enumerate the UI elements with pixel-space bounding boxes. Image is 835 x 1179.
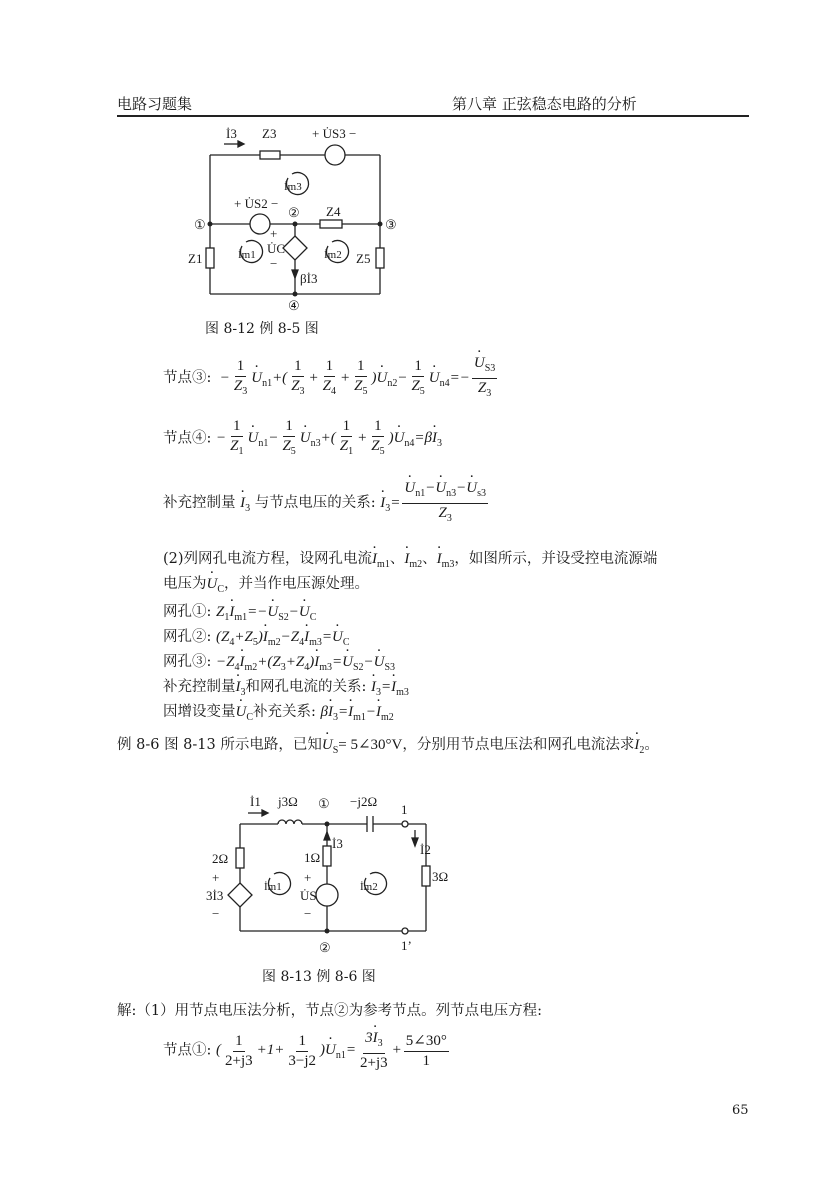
fig2-label-r2: 2Ω (212, 851, 229, 866)
fig2-label-i1: İ1 (250, 794, 261, 809)
mesh2-label: 网孔②: (163, 629, 212, 645)
fig1-uc-plus: + (270, 226, 278, 241)
example-period: 。 (644, 737, 659, 753)
node4-label: 节点④: (163, 430, 212, 447)
supp2-prefix: 补充控制量 (163, 679, 236, 695)
fig2-terminal-1: 1 (401, 802, 408, 817)
example-suffix: ，分别用节点电压法和网孔电流法求 (402, 737, 635, 753)
fig2-label-j3: j3Ω (278, 794, 298, 809)
figure-8-12-caption: 图 8-12 例 8-5 图 (205, 321, 319, 337)
figure-8-13-caption: 图 8-13 例 8-6 图 (262, 969, 376, 985)
fig2-terminal-1prime: 1’ (401, 938, 412, 953)
mesh-intro-4: ，并当作电压源处理。 (224, 576, 370, 592)
equation-node-3: 节点③: − $\frac{1}{Z_3}$ · $U_{n1}+$( $\frac{1}{Z_3}$ + $\frac{1}{Z_4}$ + $\frac{1}{Z_5}$ )· $U_{n2}-$ $\frac{1}{Z_5}$ · $U_{n4}=-$ · $\frac{U_{S3}}{Z_3}$ (163, 355, 499, 402)
fig1-node-3: ③ (385, 217, 397, 232)
fig2-node-1: ① (318, 796, 330, 811)
fig2-label-us: U̇S (300, 888, 317, 903)
equation-solution-node-1: 节点①: ( $\frac{1}{2+j3}$ +1+ $\frac{1}{3-j2}$ )· $U_{n1}=$ $\frac{3\cdot I_3}{2+j3}$ + $\frac{5\angle 30^\circ}{1}$ (163, 1030, 451, 1072)
equation-mesh-2: 网孔②: $(Z_4+Z_5)\cdot I_{m2}-Z_4\cdot I_{m3}=\cdot U_C$ (163, 625, 349, 648)
mesh-intro-1: (2)列网孔电流方程，设网孔电流 (163, 551, 373, 567)
fig1-label-us3: + U̇S3 − (312, 126, 357, 141)
fig2-label-im2: İm2 (360, 881, 378, 893)
supp3-prefix: 因增设变量 (163, 704, 236, 720)
fig2-label-mj2: −j2Ω (350, 794, 378, 809)
fig1-label-beta-i3: βİ3 (300, 271, 318, 286)
supp1-prefix: 补充控制量 (163, 494, 236, 511)
fig1-label-z1: Z1 (188, 251, 203, 266)
fig2-label-i3: İ3 (332, 836, 343, 851)
fig1-label-us2: + U̇S2 − (234, 196, 279, 211)
page-number: 65 (732, 1103, 749, 1118)
fig1-label-z3: Z3 (262, 126, 277, 141)
header-rule (117, 115, 749, 117)
fig2-label-im1: İm1 (264, 881, 282, 893)
fig2-us-plus: + (304, 870, 312, 885)
fig1-label-uc: U̇C (267, 241, 286, 256)
supp1-mid: 与节点电压的关系: (254, 494, 376, 511)
fig1-label-im1: İm1 (238, 249, 256, 261)
solution-rhs-num2: 5∠30° (404, 1033, 449, 1052)
fig2-label-i2: İ2 (420, 842, 431, 857)
fig1-label-z4: Z4 (326, 204, 341, 219)
circuit-figure-8-13 (190, 768, 450, 960)
example-prefix: 例 8-6 图 8-13 所示电路，已知 (117, 737, 322, 753)
header-chapter-title: 第八章 正弦稳态电路的分析 (452, 95, 637, 113)
fig2-label-r1: 1Ω (304, 850, 321, 865)
fig1-uc-minus: − (270, 256, 278, 271)
node3-label: 节点③: (163, 369, 212, 386)
mesh3-label: 网孔③: (163, 654, 212, 670)
sep-2: 、 (422, 551, 437, 567)
mesh-intro-line-2: 电压为· $U_C$，并当作电压源处理。 (163, 572, 369, 595)
example-value: = 5∠30°V (338, 737, 403, 753)
supp3-mid: 补充关系: (253, 704, 316, 720)
mesh-intro-2: ，如图所示，并设受控电流源端 (454, 551, 658, 567)
equation-supplement-2: 补充控制量· $I_3$和网孔电流的关系: · $I_3=\cdot I_{m3}$ (163, 675, 409, 698)
fig1-node-1: ① (194, 217, 206, 232)
solution-node1-label: 节点①: (163, 1042, 212, 1059)
equation-node-4: 节点④: − $\frac{1}{Z_1}$ · $U_{n1}-$ $\frac{1}{Z_5}$ · $U_{n3}+$( $\frac{1}{Z_1}$ + $\frac{1}{Z_5}$ )· $U_{n4}=\beta\cdot I_3$ (163, 418, 442, 460)
fig1-label-z5: Z5 (356, 251, 371, 266)
fig2-node-2: ② (319, 940, 331, 955)
equation-mesh-1: 网孔①: $Z_1\cdot I_{m1}=-\cdot U_{S2}-\cdot U_C$ (163, 600, 316, 623)
fig2-src-plus: + (212, 870, 220, 885)
fig2-src-minus: − (212, 906, 220, 921)
mesh-intro-3: 电压为 (163, 576, 207, 592)
example-8-6-statement: 例 8-6 图 8-13 所示电路，已知· $U_S=$ 5∠30°V，分别用节点电压法和网孔电流法求· $I_2$。 (117, 733, 659, 756)
fig1-node-4: ④ (288, 298, 300, 313)
supp2-mid: 和网孔电流的关系: (245, 679, 367, 695)
fig2-label-r3: 3Ω (432, 869, 449, 884)
header-book-title: 电路习题集 (117, 95, 193, 113)
mesh-intro-line-1: (2)列网孔电流方程，设网孔电流· $I_{m1}$、· $I_{m2}$、· $I_{m3}$，如图所示，并设受控电流源端 (163, 547, 657, 570)
sep-1: 、 (389, 551, 405, 567)
fig1-node-2: ② (288, 205, 300, 220)
fig1-label-im3: İm3 (284, 181, 302, 193)
equation-mesh-3: 网孔③: $-Z_4\cdot I_{m2}+(Z_3+Z_4)\cdot I_{m3}=\cdot U_{S2}-\cdot U_{S3}$ (163, 650, 395, 673)
mesh1-label: 网孔①: (163, 604, 212, 620)
solution-intro: 解:（1）用节点电压法分析，节点②为参考节点。列节点电压方程: (117, 1003, 542, 1019)
fig1-label-i3: İ3 (226, 126, 237, 141)
equation-supplement-1: 补充控制量 · $I_3$ 与节点电压的关系: · $I_3=$ · $\frac{U_{n1}-\cdot U_{n3}-\cdot U_{s3}}{Z_3}$ (163, 480, 490, 527)
fig2-us-minus: − (304, 906, 312, 921)
equation-supplement-3: 因增设变量· $U_C$补充关系: $\beta\cdot I_3=\cdot I_{m1}-\cdot I_{m2}$ (163, 700, 394, 723)
circuit-figure-8-12 (180, 118, 420, 313)
fig2-label-3i3: 3İ3 (206, 888, 224, 903)
fig1-label-im2: İm2 (324, 249, 342, 261)
